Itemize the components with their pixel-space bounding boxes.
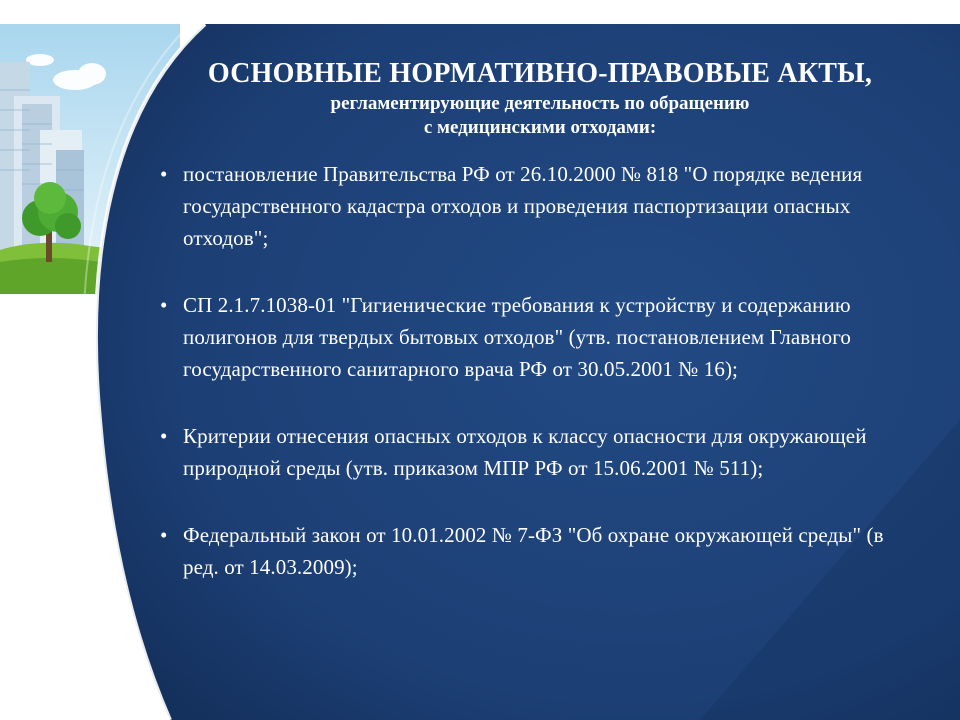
- list-item-text: Критерии отнесения опасных отходов к классу опасности для окружающей природной среды (утв. приказом МПР РФ от 15.06.2001 № 511);: [183, 424, 867, 480]
- list-item-text: постановление Правительства РФ от 26.10.2000 № 818 "О порядке ведения государственного кадастра отходов и проведения паспортизации опасных отходов";: [183, 162, 863, 250]
- bullet-icon: •: [160, 162, 168, 186]
- bullet-icon: •: [160, 293, 168, 317]
- regulations-list: [160, 158, 920, 583]
- list-item: [160, 519, 920, 583]
- list-item: [160, 158, 920, 254]
- list-item: [160, 289, 920, 385]
- bullet-icon: •: [160, 424, 168, 448]
- bullet-icon: •: [160, 523, 168, 547]
- list-item-text: Федеральный закон от 10.01.2002 № 7-ФЗ "Об охране окружающей среды" (в ред. от 14.03.2009);: [183, 523, 884, 579]
- slide-subtitle-line-2: с медицинскими отходами:: [423, 117, 657, 138]
- list-item: [160, 420, 920, 484]
- slide-subtitle-line-1: регламентирующие деятельность по обращению: [330, 93, 750, 114]
- list-item-text: СП 2.1.7.1038-01 "Гигиенические требования к устройству и содержанию полигонов для твердых бытовых отходов" (утв. постановлением Главного государственного санитарного врача РФ от 30.05.2001 № 16);: [183, 293, 852, 381]
- slide-title: ОСНОВНЫЕ НОРМАТИВНО-ПРАВОВЫЕ АКТЫ,: [207, 58, 873, 89]
- title-block: [140, 56, 940, 140]
